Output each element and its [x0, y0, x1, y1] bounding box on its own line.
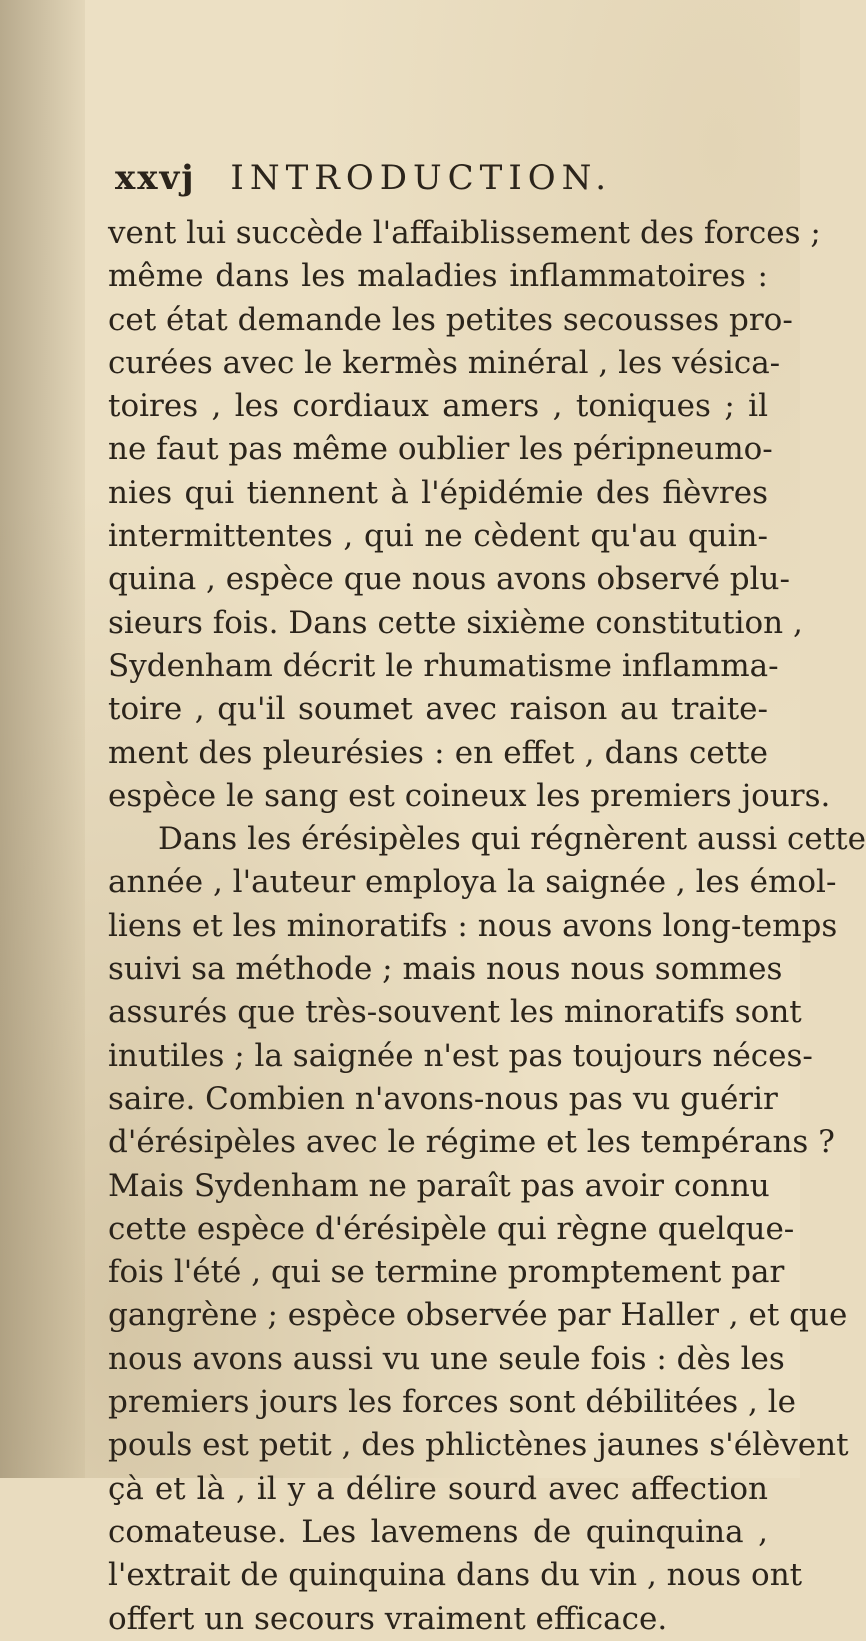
text-line: même dans les maladies inflammatoires :	[108, 258, 768, 295]
running-header	[115, 158, 715, 198]
page-gutter-shadow	[0, 0, 85, 1478]
text-line: quina , espèce que nous avons observé plu-	[108, 561, 790, 598]
text-line: Sydenham décrit le rhumatisme inflamma-	[108, 647, 779, 684]
text-line: çà et là , il y a délire sourd avec affection	[108, 1470, 768, 1507]
text-line: liens et les minoratifs : nous avons long-temps	[108, 907, 838, 944]
text-line: Mais Sydenham ne paraît pas avoir connu	[108, 1167, 770, 1204]
text-line: année , l'auteur employa la saignée , les émol-	[108, 864, 837, 901]
text-line: saire. Combien n'avons-nous pas vu guérir	[108, 1080, 778, 1117]
text-line: offert un secours vraiment efficace.	[108, 1600, 668, 1637]
text-line: fois l'été , qui se termine promptement par	[108, 1254, 785, 1291]
text-line: ne faut pas même oublier les péripneumo-	[108, 431, 773, 468]
text-line: curées avec le kermès minéral , les vésica-	[108, 344, 781, 381]
text-line: vent lui succède l'affaiblissement des forces ;	[108, 215, 821, 251]
text-line: toire , qu'il soumet avec raison au traite-	[108, 691, 768, 728]
text-line: intermittentes , qui ne cèdent qu'au quin-	[108, 518, 768, 555]
text-line: Dans les érésipèles qui régnèrent aussi cette	[158, 821, 866, 858]
text-line: assurés que très-souvent les minoratifs sont	[108, 994, 802, 1031]
text-line: ment des pleurésies : en effet , dans cette	[108, 734, 768, 771]
text-line: sieurs fois. Dans cette sixième constitution ,	[108, 604, 803, 641]
page-number: xxvj	[115, 158, 196, 198]
text-line: cet état demande les petites secousses pro-	[108, 301, 793, 338]
text-line: cette espèce d'érésipèle qui règne quelque-	[108, 1210, 795, 1247]
text-line: toires , les cordiaux amers , toniques ; il	[108, 388, 768, 425]
body-text	[108, 212, 866, 1641]
running-title: INTRODUCTION.	[230, 158, 613, 198]
text-line: d'érésipèles avec le régime et les tempérans ?	[108, 1124, 835, 1161]
text-line: nous avons aussi vu une seule fois : dès les	[108, 1340, 785, 1377]
text-line: comateuse. Les lavemens de quinquina ,	[108, 1513, 768, 1550]
text-line: premiers jours les forces sont débilitées , le	[108, 1384, 797, 1421]
text-line: l'extrait de quinquina dans du vin , nous ont	[108, 1557, 803, 1594]
text-line: nies qui tiennent à l'épidémie des fièvres	[108, 474, 768, 511]
text-line: espèce le sang est coineux les premiers jours.	[108, 777, 831, 814]
text-line: pouls est petit , des phlictènes jaunes s'élèvent	[108, 1427, 849, 1464]
text-line: suivi sa méthode ; mais nous nous sommes	[108, 951, 783, 988]
text-line: inutiles ; la saignée n'est pas toujours néces-	[108, 1037, 813, 1074]
text-line: gangrène ; espèce observée par Haller , et que	[108, 1297, 848, 1334]
